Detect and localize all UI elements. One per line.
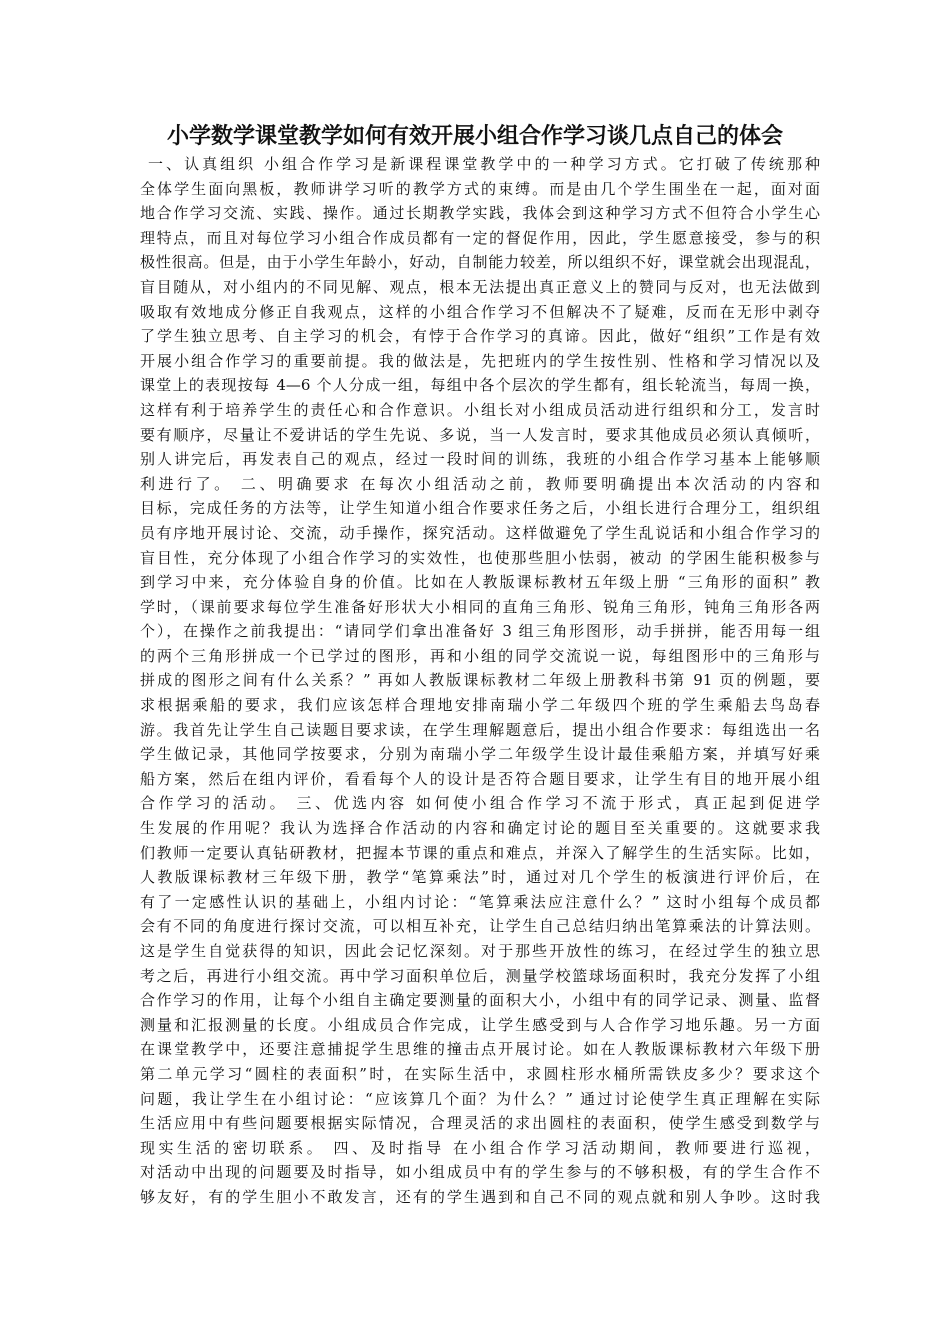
body-line: 在课堂教学中，还要注意捕捉学生思维的撞击点开展讨论。如在人教版课标教材六年级下册 xyxy=(140,1040,820,1059)
body-line: 求根据乘船的要求，我们应该怎样合理地安排南瑞小学二年级四个班的学生乘船去鸟岛春 xyxy=(140,696,820,715)
document-body xyxy=(140,152,820,1210)
body-line: 合作学习的活动。 三、优选内容 如何使小组合作学习不流于形式，真正起到促进学 xyxy=(140,794,820,813)
body-line: 问题，我让学生在小组讨论：“应该算几个面？为什么？” 通过讨论使学生真正理解在实际 xyxy=(140,1089,820,1108)
body-line: 人教版课标教材三年级下册，教学“笔算乘法”时，通过对几个学生的板演进行评价后，在 xyxy=(140,868,820,887)
body-line: 开展小组合作学习的重要前提。我的做法是，先把班内的学生按性别、性格和学习情况以及 xyxy=(140,351,820,370)
body-line: 吸取有效地成分修正自我观点，这样的小组合作学习不但解决不了疑难，反而在无形中剥夺 xyxy=(140,302,820,321)
body-line: 生发展的作用呢？我认为选择合作活动的内容和确定讨论的题目至关重要的。这就要求我 xyxy=(140,819,820,838)
body-line: 个），在操作之前我提出：“请同学们拿出准备好 3 组三角形图形，动手拼拼，能否用每一组 xyxy=(140,622,820,641)
body-line: 员有序地开展讨论、交流，动手操作，探究活动。这样做避免了学生乱说话和小组合作学习的 xyxy=(140,523,820,542)
document-title: 小学数学课堂教学如何有效开展小组合作学习谈几点自己的体会 xyxy=(166,123,783,149)
body-line: 全体学生面向黑板，教师讲学习听的教学方式的束缚。而是由几个学生围坐在一起，面对面 xyxy=(140,179,820,198)
body-line: 盲目性，充分体现了小组合作学习的实效性，也使那些胆小怯弱，被动 的学困生能积极参与 xyxy=(140,548,820,567)
body-line: 有了一定感性认识的基础上，小组内讨论：“笔算乘法应注意什么？” 这时小组每个成员都 xyxy=(140,892,820,911)
body-line: 这是学生自觉获得的知识，因此会记忆深刻。对于那些开放性的练习，在经过学生的独立思 xyxy=(140,942,820,960)
body-line: 考之后，再进行小组交流。再中学习面积单位后，测量学校篮球场面积时，我充分发挥了小组 xyxy=(140,966,820,985)
body-line: 对活动中出现的问题要及时指导，如小组成员中有的学生参与的不够积极，有的学生合作不 xyxy=(140,1163,820,1182)
body-line: 学时，（课前要求每位学生准备好形状大小相同的直角三角形、锐角三角形，钝角三角形各两 xyxy=(140,597,820,616)
body-line: 这样有利于培养学生的责任心和合作意识。小组长对小组成员活动进行组织和分工，发言时 xyxy=(140,400,820,419)
body-line: 测量和汇报测量的长度。小组成员合作完成，让学生感受到与人合作学习地乐趣。另一方面 xyxy=(140,1015,820,1034)
body-line: 合作学习的作用，让每个小组自主确定要测量的面积大小，小组中有的同学记录、测量、监督 xyxy=(140,991,820,1010)
body-line: 目标，完成任务的方法等，让学生知道小组合作要求任务之后，小组长进行合理分工，组织组 xyxy=(140,499,820,518)
body-line: 们教师一定要认真钻研教材，把握本节课的重点和难点，并深入了解学生的生活实际。比如， xyxy=(140,843,820,862)
body-line: 利进行了。 二、明确要求 在每次小组活动之前，教师要明确提出本次活动的内容和 xyxy=(140,474,820,493)
body-line: 够友好，有的学生胆小不敢发言，还有的学生遇到和自己不同的观点就和别人争吵。这时我 xyxy=(140,1187,820,1206)
body-line: 盲目随从，对小组内的不同见解、观点，根本无法提出真正意义上的赞同与反对，也无法做到 xyxy=(140,277,820,296)
body-line: 理特点，而且对每位学习小组合作成员都有一定的督促作用，因此，学生愿意接受，参与的积 xyxy=(140,228,820,247)
body-line: 要有顺序，尽量让不爱讲话的学生先说、多说，当一人发言时，要求其他成员必须认真倾听， xyxy=(140,425,820,444)
body-line: 地合作学习交流、实践、操作。通过长期教学实践，我体会到这种学习方式不但符合小学生心 xyxy=(140,204,820,223)
body-line: 学生做记录，其他同学按要求，分别为南瑞小学二年级学生设计最佳乘船方案，并填写好乘 xyxy=(140,745,820,764)
body-line: 了学生独立思考、自主学习的机会，有悖于合作学习的真谛。因此，做好“组织”工作是有效 xyxy=(140,327,820,346)
body-line: 船方案，然后在组内评价，看看每个人的设计是否符合题目要求，让学生有目的地开展小组 xyxy=(140,769,820,788)
body-line: 游。我首先让学生自己读题目要求读，在学生理解题意后，提出小组合作要求：每组选出一名 xyxy=(140,720,820,739)
body-line: 一、认真组织 小组合作学习是新课程课堂教学中的一种学习方式。它打破了传统那种 xyxy=(148,155,820,173)
body-line: 到学习中来，充分体验自身的价值。比如在人教版课标教材五年级上册 “三角形的面积” 教 xyxy=(140,573,820,592)
body-line: 现实生活的密切联系。 四、及时指导 在小组合作学习活动期间，教师要进行巡视， xyxy=(140,1138,820,1157)
body-line: 拼成的图形之间有什么关系？” 再如人教版课标教材二年级上册教科书第 91 页的例题，要 xyxy=(140,671,820,690)
body-line: 别人讲完后，再发表自己的观点，经过一段时间的训练，我班的小组合作学习基本上能够顺 xyxy=(140,450,820,469)
body-line: 第二单元学习“圆柱的表面积”时，在实际生活中，求圆柱形水桶所需铁皮多少？要求这个 xyxy=(140,1064,820,1083)
body-line: 的两个三角形拼成一个已学过的图形，再和小组的同学交流说一说，每组图形中的三角形与 xyxy=(140,646,820,665)
body-line: 会有不同的角度进行探讨交流，可以相互补充，让学生自己总结归纳出笔算乘法的计算法则。 xyxy=(140,917,820,936)
body-line: 课堂上的表现按每 4—6 个人分成一组，每组中各个层次的学生都有，组长轮流当，每周一换， xyxy=(140,376,820,395)
body-line: 极性很高。但是，由于小学生年龄小，好动，自制能力较差，所以组织不好，课堂就会出现混乱， xyxy=(140,253,820,272)
body-line: 生活应用中有些问题要根据实际情况，合理灵活的求出圆柱的表面积，使学生感受到数学与 xyxy=(140,1114,820,1133)
